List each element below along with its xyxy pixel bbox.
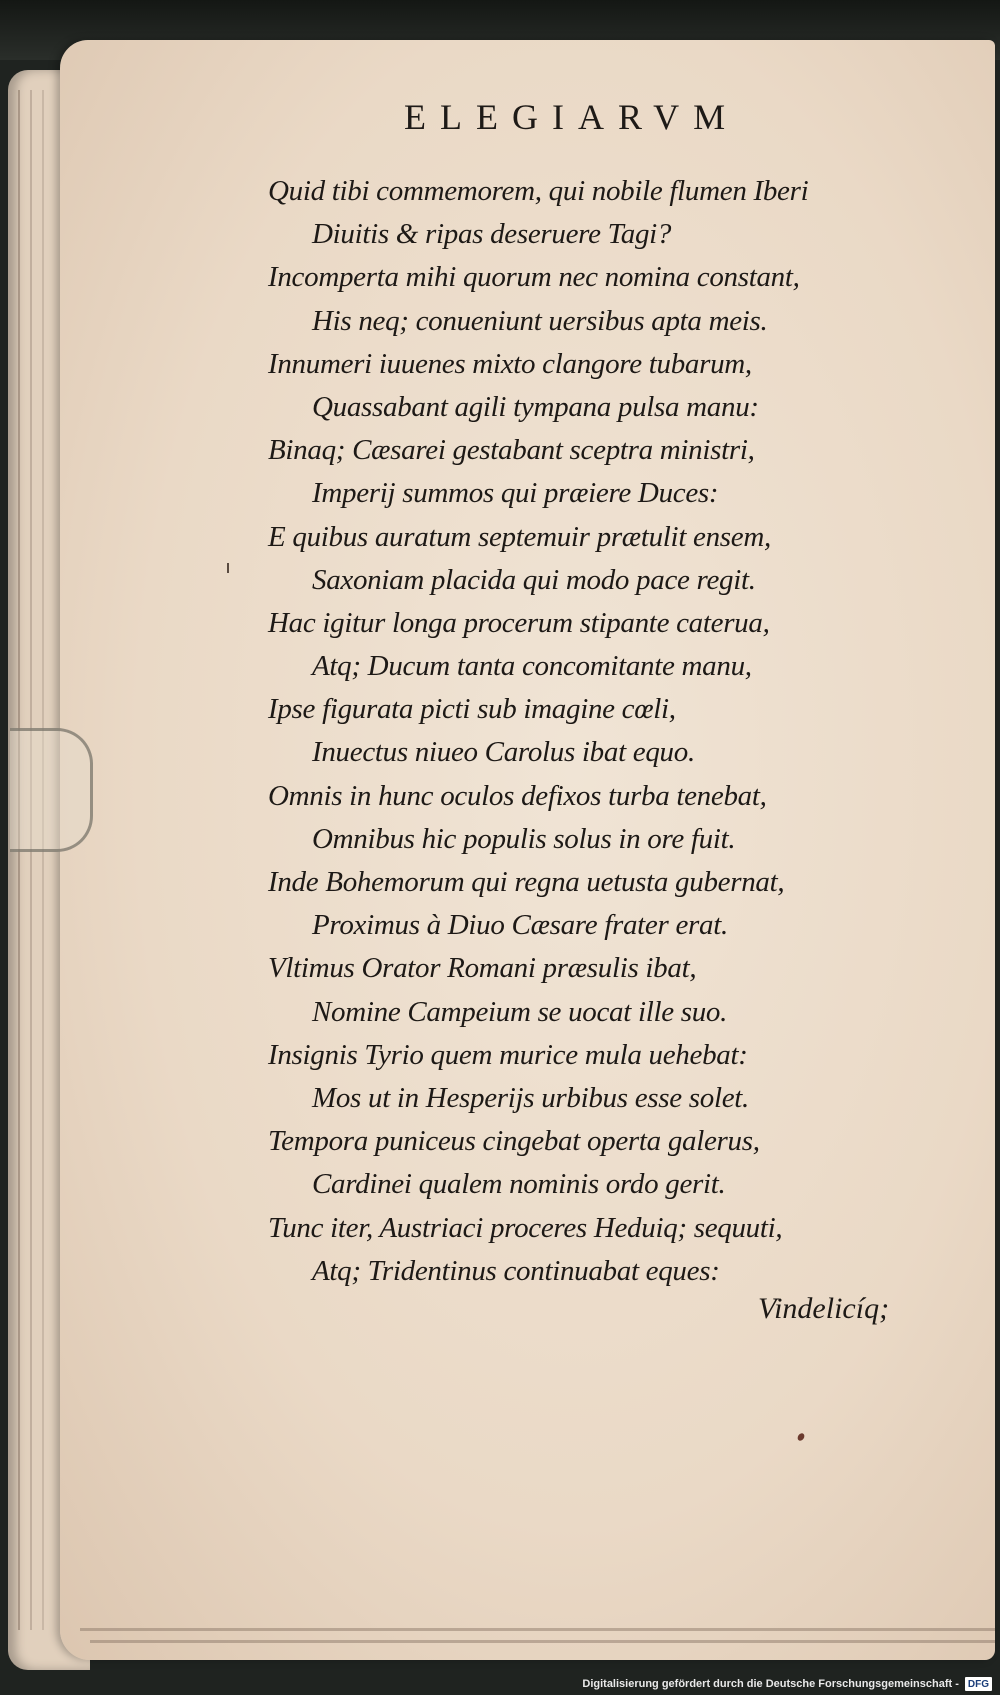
verse-line: Omnibus hic populis solus in ore fuit.	[312, 822, 736, 855]
verse-line: Atq; Ducum tanta concomitante manu,	[312, 650, 752, 683]
verse-line: Quassabant agili tympana pulsa manu:	[312, 390, 759, 423]
verse-line: E quibus auratum septemuir prætulit ensem,	[268, 520, 771, 553]
page-edge-line	[42, 90, 44, 1630]
running-head: ELEGIARVM	[404, 97, 740, 137]
verse-block	[268, 170, 908, 1293]
verse-line: Mos ut in Hesperijs urbibus esse solet.	[312, 1081, 749, 1114]
verse-line: Inuectus niueo Carolus ibat equo.	[312, 736, 695, 769]
digitization-footer	[582, 1673, 992, 1695]
verse-line: Quid tibi commemorem, qui nobile flumen Iberi	[268, 175, 809, 207]
page-bottom-edge	[90, 1640, 995, 1643]
verse-line: Binaq; Cæsarei gestabant sceptra ministri,	[268, 434, 755, 467]
verse-line: Tempora puniceus cingebat operta galerus,	[268, 1125, 760, 1158]
ink-speck	[227, 563, 229, 573]
verse-line: Cardinei qualem nominis ordo gerit.	[312, 1168, 726, 1201]
verse-line: Tunc iter, Austriaci proceres Heduiq; sequuti,	[268, 1211, 783, 1244]
verse-line: Atq; Tridentinus continuabat eques:	[312, 1254, 720, 1287]
verse-line: Hac igitur longa procerum stipante caterua,	[268, 606, 770, 639]
verse-line: His neq; conueniunt uersibus apta meis.	[312, 304, 768, 337]
verse-line: Proximus à Diuo Cæsare frater erat.	[312, 909, 728, 942]
footer-text: Digitalisierung gefördert durch die Deutsche Forschungsgemeinschaft -	[582, 1678, 959, 1690]
verse-line: Ipse figurata picti sub imagine cœli,	[268, 693, 676, 726]
verse-line: Vltimus Orator Romani præsulis ibat,	[268, 952, 697, 985]
verse-line: Incomperta mihi quorum nec nomina constant,	[268, 261, 800, 294]
verse-line: Insignis Tyrio quem murice mula uehebat:	[268, 1038, 748, 1071]
verse-line: Inde Bohemorum qui regna uetusta gubernat,	[268, 866, 785, 898]
verse-line: Imperij summos qui præiere Duces:	[312, 477, 719, 510]
page-bottom-edge	[80, 1628, 995, 1631]
verse-line: Innumeri iuuenes mixto clangore tubarum,	[268, 347, 752, 380]
paper-tab	[10, 728, 93, 852]
catchword: Vindelicíq;	[758, 1292, 890, 1325]
dfg-logo-icon: DFG	[965, 1677, 992, 1691]
page-edge-line	[18, 90, 20, 1630]
verse-line: Saxoniam placida qui modo pace regit.	[312, 563, 756, 596]
verse-line: Omnis in hunc oculos defixos turba tenebat,	[268, 779, 767, 812]
verse-line: Diuitis & ripas deseruere Tagi?	[312, 218, 672, 251]
verse-line: Nomine Campeium se uocat ille suo.	[312, 995, 728, 1028]
page-edge-line	[30, 90, 32, 1630]
